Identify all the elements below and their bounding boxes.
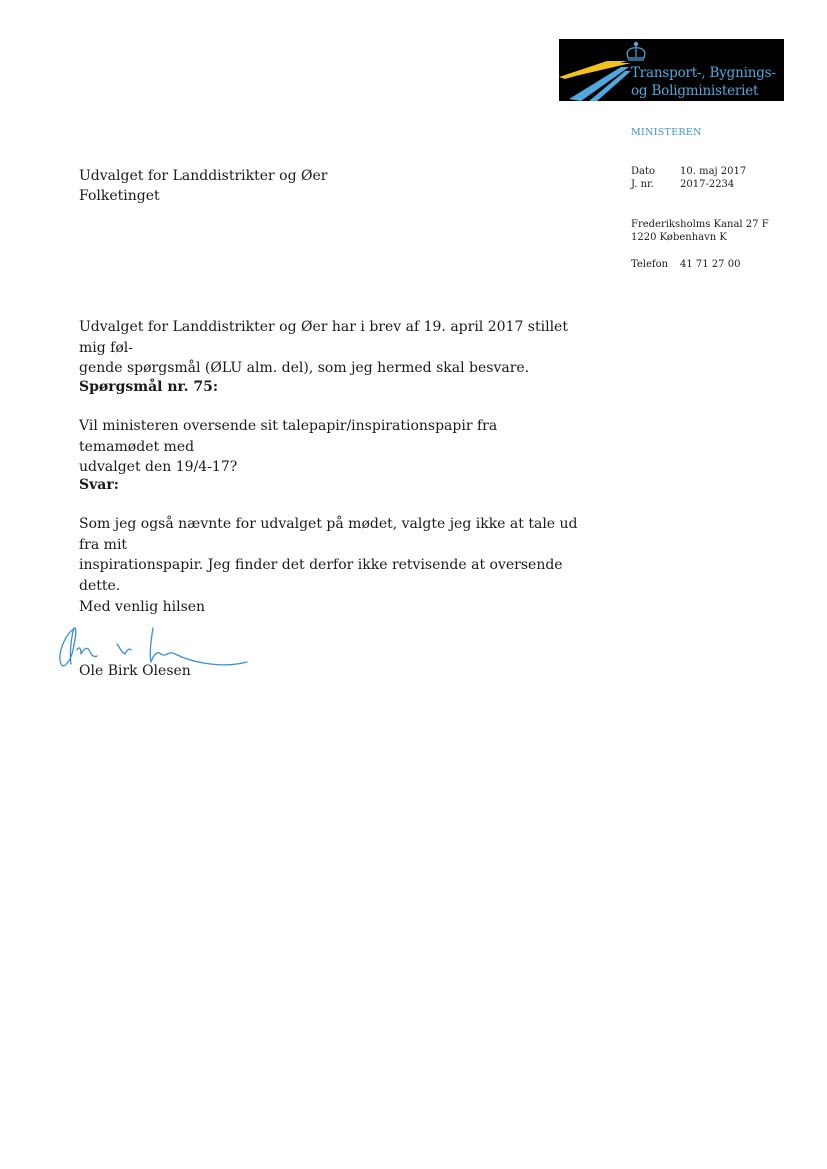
ref-label: J. nr. <box>631 179 654 190</box>
phone-value: 41 71 27 00 <box>680 259 741 270</box>
question-paragraph <box>79 416 579 478</box>
ref-row <box>631 178 734 191</box>
crown-icon <box>627 42 645 60</box>
logo-line-2: og Boligministeriet <box>631 83 759 99</box>
logo-line-1: Transport-, Bygnings- <box>631 65 776 81</box>
department-label: MINISTEREN <box>631 127 702 138</box>
closing-greeting: Med venlig hilsen <box>79 599 206 615</box>
answer-line-2: inspirationspapir. Jeg finder det derfor ikke retvisende at oversende dette. <box>79 557 563 594</box>
recipient-block <box>79 166 327 206</box>
address-line-1: Frederiksholms Kanal 27 F <box>631 219 769 230</box>
intro-line-1: Udvalget for Landdistrikter og Øer har i brev af 19. april 2017 stillet mig føl- <box>79 319 568 356</box>
date-value: 10. maj 2017 <box>680 166 747 177</box>
recipient-line-2: Folketinget <box>79 188 160 204</box>
ministry-logo <box>559 39 784 101</box>
question-heading: Spørgsmål nr. 75: <box>79 379 219 395</box>
intro-paragraph <box>79 317 579 379</box>
answer-paragraph <box>79 514 579 596</box>
question-line-2: udvalget den 19/4-17? <box>79 459 238 475</box>
date-row <box>631 165 746 178</box>
question-line-1: Vil ministeren oversende sit talepapir/inspirationspapir fra temamødet med <box>79 418 498 455</box>
phone-row <box>631 258 740 271</box>
answer-line-1: Som jeg også nævnte for udvalget på mødet, valgte jeg ikke at tale ud fra mit <box>79 516 578 553</box>
date-label: Dato <box>631 166 656 177</box>
phone-label: Telefon <box>631 259 669 270</box>
address-line-2: 1220 København K <box>631 232 727 243</box>
signer-name: Ole Birk Olesen <box>79 663 191 679</box>
answer-heading: Svar: <box>79 477 119 493</box>
ref-value: 2017-2234 <box>680 179 735 190</box>
intro-line-2: gende spørgsmål (ØLU alm. del), som jeg hermed skal besvare. <box>79 360 530 376</box>
recipient-line-1: Udvalget for Landdistrikter og Øer <box>79 168 328 184</box>
